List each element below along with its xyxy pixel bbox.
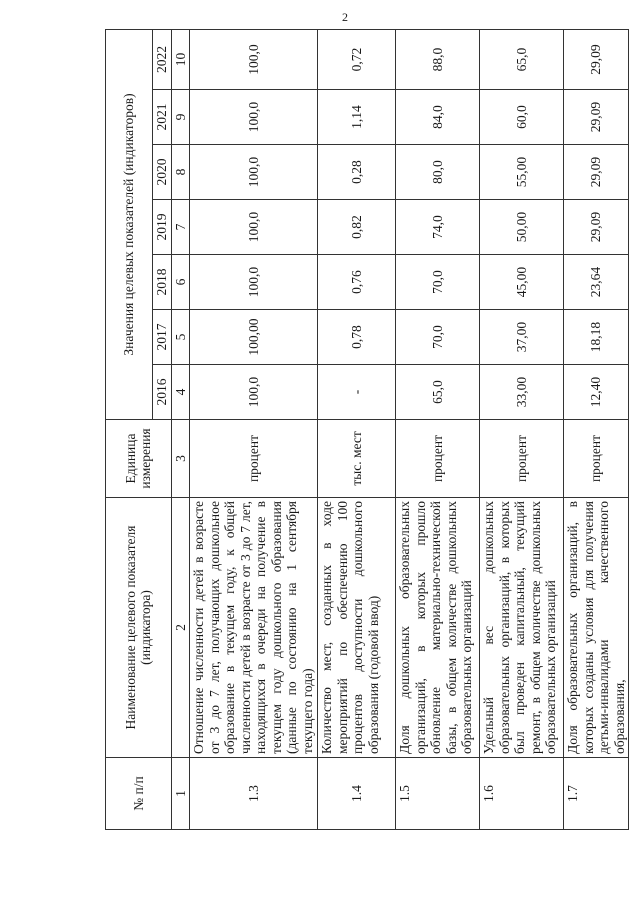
- row-value: 29,09: [564, 145, 629, 200]
- row-value: 84,0: [396, 90, 480, 145]
- row-unit: процент: [190, 420, 318, 498]
- row-value: 1,14: [318, 90, 396, 145]
- year-cell: 2019: [153, 200, 172, 255]
- row-value: 37,00: [480, 310, 564, 365]
- table-row: [480, 30, 564, 830]
- row-num: 1.5: [396, 758, 480, 830]
- row-unit: тыс. мест: [318, 420, 396, 498]
- row-name: Доля дошкольных образовательных организаций, в которых прошло обновление материально-технической базы, в общем количестве дошкольных образовательных организаций: [396, 498, 480, 758]
- year-cell: 2016: [153, 365, 172, 420]
- table-row: [190, 30, 318, 830]
- table-row: [564, 30, 629, 830]
- row-value: 88,0: [396, 30, 480, 90]
- row-value: 80,0: [396, 145, 480, 200]
- indicators-table: [105, 29, 629, 830]
- index-cell: 9: [171, 90, 190, 145]
- year-cell: 2022: [153, 30, 172, 90]
- header-values: Значения целевых показателей (индикаторов): [106, 30, 153, 420]
- row-value: 100,00: [190, 310, 318, 365]
- row-value: 0,82: [318, 200, 396, 255]
- row-value: 23,64: [564, 255, 629, 310]
- row-value: 100,0: [190, 90, 318, 145]
- index-cell: 4: [171, 365, 190, 420]
- row-name: Отношение численности детей в возрасте от 3 до 7 лет, получающих дошкольное образование в текущем году, к общей численности детей в возрасте от 3 до 7 лет, находящихся в очереди на получение в текущем году дошкольного образования (данные по состоянию на 1 сентября текущего года): [190, 498, 318, 758]
- row-value: 50,00: [480, 200, 564, 255]
- index-cell: 8: [171, 145, 190, 200]
- row-value: 70,0: [396, 255, 480, 310]
- row-value: 33,00: [480, 365, 564, 420]
- index-cell: 7: [171, 200, 190, 255]
- row-name: Доля образовательных организаций, в которых созданы условия для получения детьми-инвалидами качественного образования,: [564, 498, 629, 758]
- row-value: 65,0: [396, 365, 480, 420]
- row-value: 100,0: [190, 200, 318, 255]
- row-value: 65,0: [480, 30, 564, 90]
- row-unit: процент: [396, 420, 480, 498]
- row-num: 1.6: [480, 758, 564, 830]
- header-row: [106, 30, 153, 830]
- row-value: 29,09: [564, 90, 629, 145]
- row-num: 1.3: [190, 758, 318, 830]
- row-value: 100,0: [190, 30, 318, 90]
- row-value: 45,00: [480, 255, 564, 310]
- row-value: 0,78: [318, 310, 396, 365]
- index-cell: 2: [171, 498, 190, 758]
- index-cell: 3: [171, 420, 190, 498]
- row-unit: процент: [480, 420, 564, 498]
- row-value: 29,09: [564, 30, 629, 90]
- year-cell: 2020: [153, 145, 172, 200]
- row-value: 100,0: [190, 365, 318, 420]
- row-value: 70,0: [396, 310, 480, 365]
- year-cell: 2021: [153, 90, 172, 145]
- row-value: -: [318, 365, 396, 420]
- index-row: [171, 30, 190, 830]
- row-value: 18,18: [564, 310, 629, 365]
- row-num: 1.7: [564, 758, 629, 830]
- table-row: [318, 30, 396, 830]
- row-name: Количество мест, созданных в ходе мероприятий по обеспечению 100 процентов доступности дошкольного образования (годовой ввод): [318, 498, 396, 758]
- table-row: [396, 30, 480, 830]
- year-cell: 2018: [153, 255, 172, 310]
- row-value: 0,76: [318, 255, 396, 310]
- row-num: 1.4: [318, 758, 396, 830]
- index-cell: 6: [171, 255, 190, 310]
- index-cell: 10: [171, 30, 190, 90]
- row-value: 74,0: [396, 200, 480, 255]
- rotated-table-wrapper: [105, 44, 631, 830]
- row-value: 100,0: [190, 255, 318, 310]
- row-name: Удельный вес дошкольных образовательных организаций, в которых был проведен капитальный, текущий ремонт, в общем количестве дошкольных образовательных организаций: [480, 498, 564, 758]
- year-cell: 2017: [153, 310, 172, 365]
- row-value: 29,09: [564, 200, 629, 255]
- index-cell: 5: [171, 310, 190, 365]
- row-unit: процент: [564, 420, 629, 498]
- header-unit: Единица измерения: [106, 420, 172, 498]
- page-number: 2: [342, 10, 348, 24]
- header-name: Наименование целевого показателя (индикатора): [106, 498, 172, 758]
- index-cell: 1: [171, 758, 190, 830]
- row-value: 12,40: [564, 365, 629, 420]
- row-value: 0,28: [318, 145, 396, 200]
- row-value: 0,72: [318, 30, 396, 90]
- header-num: № п/п: [106, 758, 172, 830]
- row-value: 100,0: [190, 145, 318, 200]
- row-value: 55,00: [480, 145, 564, 200]
- row-value: 60,0: [480, 90, 564, 145]
